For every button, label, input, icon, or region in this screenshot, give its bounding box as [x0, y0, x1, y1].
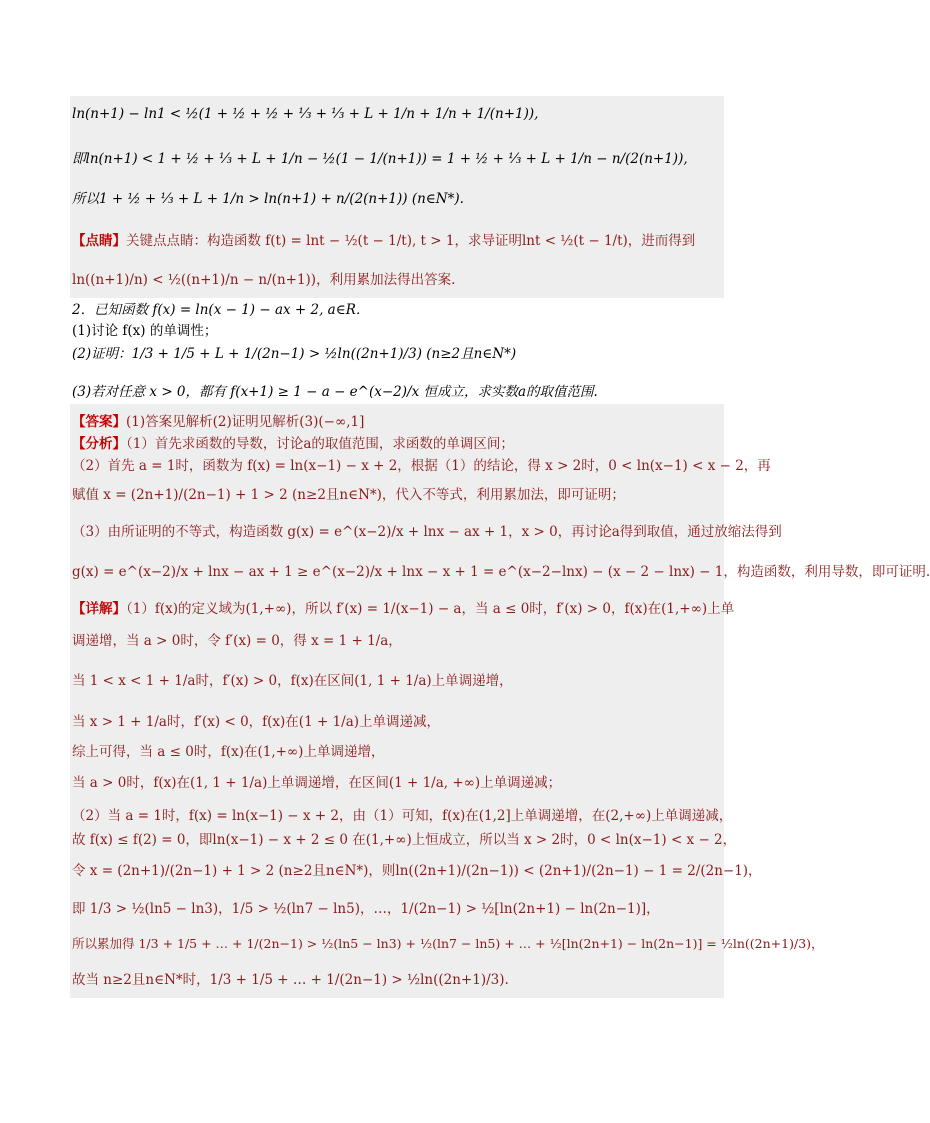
detail-line-9: 令 x = (2n+1)/(2n−1) + 1 > 2 (n≥2且n∈N*)，则ln((2n+1)/(2n−1)) < (2n+1)/(2n−1) − 1 = 2/(2n−1)，	[72, 863, 762, 879]
answer-text: (1)答案见解析(2)证明见解析(3)(−∞,1]	[126, 414, 365, 430]
problem-part-2: (2)证明：1/3 + 1/5 + L + 1/(2n−1) > ½ln((2n+1)/3) (n≥2且n∈N*)	[72, 346, 517, 362]
prev-solution-line-3: 所以1 + ½ + ⅓ + L + 1/n > ln(n+1) + n/(2(n+1)) (n∈N*).	[72, 191, 464, 207]
key-point-line	[72, 231, 724, 251]
detail-tag: 【详解】	[72, 601, 126, 617]
detail-line-7: （2）当 a = 1时，f(x) = ln(x−1) − x + 2，由（1）可知，f(x)在(1,2]上单调递增，在(2,+∞)上单调递减，	[72, 808, 733, 824]
prev-solution-line-1: ln(n+1) − ln1 < ½(1 + ½ + ½ + ⅓ + ⅓ + L + 1/n + 1/n + 1/(n+1)),	[72, 106, 539, 122]
detail-line-1	[72, 599, 735, 619]
detail-line-4: 当 x > 1 + 1/a时，f′(x) < 0，f(x)在(1 + 1/a)上单调递减，	[72, 714, 441, 730]
detail-line-6: 当 a > 0时，f(x)在(1, 1 + 1/a)上单调递增，在区间(1 + 1/a, +∞)上单调递减；	[72, 775, 562, 791]
detail-line-8: 故 f(x) ≤ f(2) = 0，即ln(x−1) − x + 2 ≤ 0 在(1,+∞)上恒成立，所以当 x > 2时，0 < ln(x−1) < x − 2，	[72, 832, 737, 848]
problem-part-1: (1)讨论 f(x) 的单调性；	[72, 323, 218, 339]
detail-text-1: （1）f(x)的定义域为(1,+∞)，所以 f′(x) = 1/(x−1) − a，当 a ≤ 0时，f′(x) > 0，f(x)在(1,+∞)上单	[126, 601, 735, 617]
analysis-tag: 【分析】	[72, 436, 126, 452]
key-point-text: 关键点点睛：构造函数 f(t) = lnt − ½(t − 1/t), t > 1，求导证明lnt < ½(t − 1/t)，进而得到	[126, 233, 696, 249]
analysis-line-2: （2）首先 a = 1时，函数为 f(x) = ln(x−1) − x + 2，根据（1）的结论，得 x > 2时，0 < ln(x−1) < x − 2，再	[72, 458, 771, 474]
key-point-line-2: ln((n+1)/n) < ½((n+1)/n − n/(n+1))，利用累加法得出答案.	[72, 272, 456, 288]
analysis-line-3: 赋值 x = (2n+1)/(2n−1) + 1 > 2 (n≥2且n∈N*)，代入不等式，利用累加法，即可证明；	[72, 487, 625, 503]
analysis-line-4: （3）由所证明的不等式，构造函数 g(x) = e^(x−2)/x + lnx − ax + 1，x > 0，再讨论a得到取值，通过放缩法得到	[72, 524, 782, 540]
analysis-text-1: （1）首先求函数的导数，讨论a的取值范围，求函数的单调区间；	[126, 436, 514, 452]
analysis-line-1	[72, 434, 724, 454]
detail-line-10: 即 1/3 > ½(ln5 − ln3)，1/5 > ½(ln7 − ln5)，…，1/(2n−1) > ½[ln(2n+1) − ln(2n−1)]，	[72, 901, 660, 917]
detail-line-2: 调递增，当 a > 0时，令 f′(x) = 0，得 x = 1 + 1/a，	[72, 633, 402, 649]
key-point-tag: 【点睛】	[72, 233, 126, 249]
answer-tag: 【答案】	[72, 414, 126, 430]
detail-line-3: 当 1 < x < 1 + 1/a时，f′(x) > 0，f(x)在区间(1, 1 + 1/a)上单调递增，	[72, 673, 513, 689]
answer-line	[72, 412, 724, 432]
detail-line-12: 故当 n≥2且n∈N*时，1/3 + 1/5 + … + 1/(2n−1) > ½ln((2n+1)/3).	[72, 972, 509, 988]
problem-part-3: (3)若对任意 x > 0，都有 f(x+1) ≥ 1 − a − e^(x−2)/x 恒成立，求实数a的取值范围.	[72, 384, 598, 400]
detail-line-5: 综上可得，当 a ≤ 0时，f(x)在(1,+∞)上单调递增，	[72, 744, 385, 760]
analysis-line-5: g(x) = e^(x−2)/x + lnx − ax + 1 ≥ e^(x−2)/x + lnx − x + 1 = e^(x−2−lnx) − (x − 2 − lnx) − 1，构造函数，利用导数，即可证明.	[72, 564, 930, 580]
prev-solution-line-2: 即ln(n+1) < 1 + ½ + ⅓ + L + 1/n − ½(1 − 1/(n+1)) = 1 + ½ + ⅓ + L + 1/n − n/(2(n+1)),	[72, 151, 688, 167]
problem-heading: 2．已知函数 f(x) = ln(x − 1) − ax + 2, a∈R．	[72, 302, 370, 318]
detail-line-11: 所以累加得 1/3 + 1/5 + … + 1/(2n−1) > ½(ln5 − ln3) + ½(ln7 − ln5) + … + ½[ln(2n+1) − ln(2n−1)] = ½ln((2n+1)/3)，	[72, 936, 824, 951]
